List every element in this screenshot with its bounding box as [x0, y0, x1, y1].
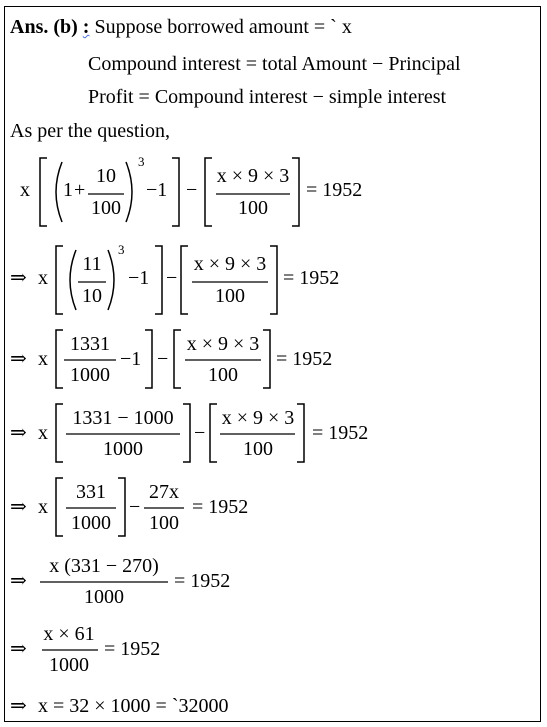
step-1-numerator-2: x × 9 × 3 [216, 165, 290, 187]
as-per-question-text: As per the question, [10, 120, 170, 142]
borrowed-amount-text: Suppose borrowed amount = ` x [94, 16, 352, 38]
step-1-exponent: 3 [138, 154, 145, 169]
step-2-denominator-1: 10 [82, 285, 102, 307]
step-3-minus: − [157, 348, 169, 370]
step-3-numerator-1: 1331 [70, 333, 110, 355]
final-answer: x = 32 × 1000 = `32000 [38, 695, 229, 717]
step-5-minus: − [129, 496, 141, 518]
equation-step-7 [0, 614, 547, 684]
compound-interest-definition: Compound interest = total Amount − Principal [88, 53, 461, 75]
step-4-implies-arrow: ⇒ [10, 422, 27, 444]
step-1-result: = 1952 [306, 179, 363, 201]
step-5-denominator-2: 100 [149, 512, 179, 534]
step-8-implies-arrow: ⇒ [10, 695, 27, 717]
answer-colon: : [82, 16, 90, 38]
step-2-brackets [0, 240, 547, 320]
step-3-implies-arrow: ⇒ [10, 348, 27, 370]
profit-definition: Profit = Compound interest − simple interest [88, 86, 447, 108]
step-5-numerator-2: 27x [149, 481, 179, 503]
step-4-x: x [38, 422, 48, 444]
answer-heading [10, 15, 352, 39]
equation-step-6 [0, 546, 547, 616]
step-2-result: = 1952 [283, 267, 340, 289]
step-2-numerator-2: x × 9 × 3 [193, 253, 267, 275]
step-2-exponent: 3 [118, 242, 125, 257]
equation-step-1 [0, 152, 547, 232]
step-7-numerator: x × 61 [43, 623, 95, 645]
step-6-result: = 1952 [174, 570, 231, 592]
step-3-minus-one: −1 [120, 348, 142, 370]
step-1-plus: + [74, 179, 86, 201]
step-5-implies-arrow: ⇒ [10, 496, 27, 518]
equation-step-3 [0, 324, 547, 394]
step-3-result: = 1952 [276, 348, 333, 370]
step-1-minus-one: −1 [146, 179, 168, 201]
step-2-x: x [38, 267, 48, 289]
step-2-numerator-1: 11 [82, 253, 102, 275]
step-5-denominator-1: 1000 [71, 512, 111, 534]
step-4-numerator-2: x × 9 × 3 [221, 407, 295, 429]
step-4-denominator-1: 1000 [103, 438, 143, 460]
step-5-x: x [38, 496, 48, 518]
step-2-implies-arrow: ⇒ [10, 267, 27, 289]
step-1-one: 1 [63, 179, 73, 201]
step-1-x: x [20, 179, 30, 201]
step-2-minus: − [166, 267, 178, 289]
answer-label: Ans. (b) [10, 16, 78, 38]
step-2-minus-one: −1 [128, 267, 150, 289]
step-5-numerator-1: 331 [76, 481, 106, 503]
step-6-denominator: 1000 [84, 586, 124, 608]
step-7-denominator: 1000 [49, 654, 89, 676]
step-1-denominator-1: 100 [91, 197, 121, 219]
step-6-implies-arrow: ⇒ [10, 570, 27, 592]
step-1-denominator-2: 100 [238, 197, 268, 219]
step-6-numerator: x (331 − 270) [49, 555, 159, 577]
step-3-denominator-1: 1000 [70, 364, 110, 386]
step-4-denominator-2: 100 [243, 438, 273, 460]
step-5-result: = 1952 [192, 496, 249, 518]
step-1-numerator-1: 10 [96, 165, 116, 187]
equation-step-2 [0, 240, 547, 320]
step-3-x: x [38, 348, 48, 370]
step-4-result: = 1952 [312, 422, 369, 444]
step-7-implies-arrow: ⇒ [10, 638, 27, 660]
step-4-minus: − [194, 422, 206, 444]
step-3-denominator-2: 100 [208, 364, 238, 386]
step-2-denominator-2: 100 [215, 285, 245, 307]
step-1-minus: − [186, 179, 198, 201]
equation-step-5 [0, 472, 547, 542]
step-4-numerator-1: 1331 − 1000 [72, 407, 174, 429]
step-7-result: = 1952 [104, 638, 161, 660]
equation-step-8 [0, 690, 547, 720]
step-3-numerator-2: x × 9 × 3 [186, 333, 260, 355]
equation-step-4 [0, 398, 547, 468]
